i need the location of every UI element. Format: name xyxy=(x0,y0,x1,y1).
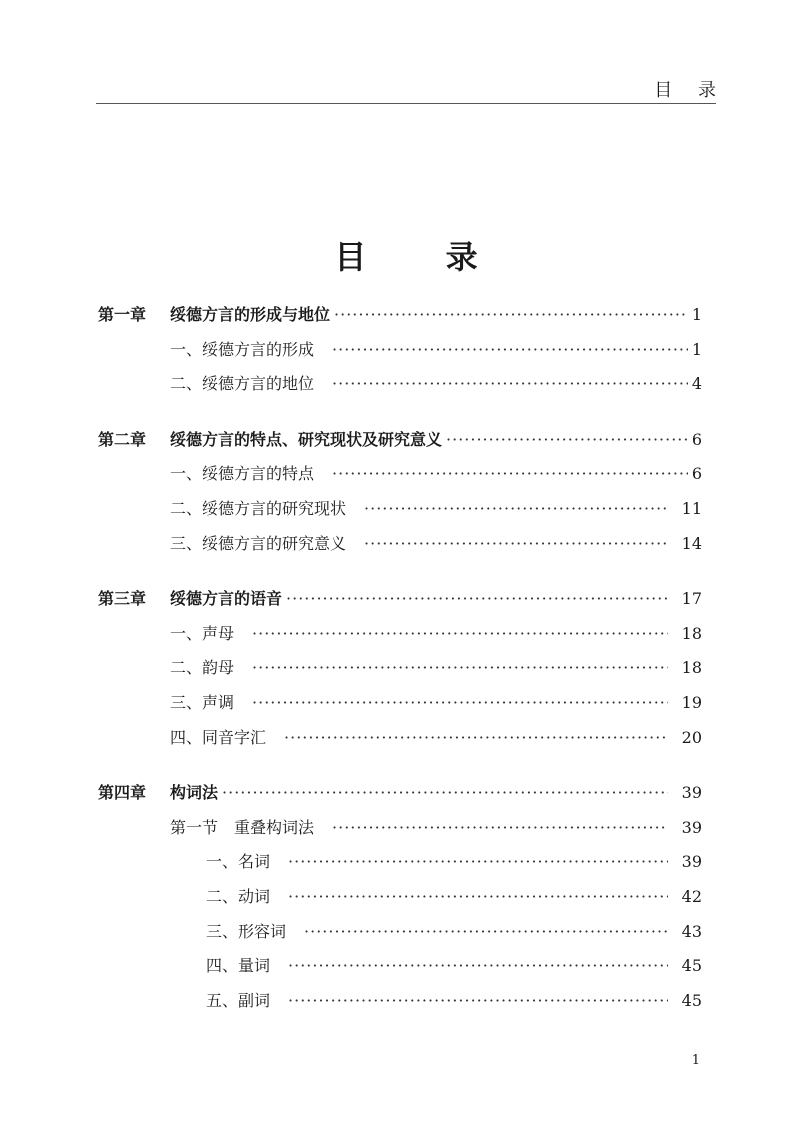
entry-title: 五、副词 xyxy=(206,990,271,1010)
toc-entry[interactable] xyxy=(98,880,702,915)
toc-chapter-1 xyxy=(98,298,702,402)
section-label: 第一节 xyxy=(170,817,219,837)
page-number: 45 xyxy=(681,990,702,1010)
page-number: 11 xyxy=(681,498,702,518)
chapter-label: 第三章 xyxy=(98,589,147,609)
entry-title: 一、绥德方言的特点 xyxy=(170,464,315,484)
entry-title: 三、形容词 xyxy=(206,921,287,941)
entry-title: 一、绥德方言的形成 xyxy=(170,339,315,359)
page-number: 18 xyxy=(681,623,702,643)
entry-title: 三、声调 xyxy=(170,692,235,712)
dot-leader xyxy=(286,582,668,617)
toc-entry[interactable] xyxy=(98,949,702,984)
toc-entry[interactable] xyxy=(98,721,702,756)
dot-leader xyxy=(446,423,688,458)
page-number: 6 xyxy=(691,464,702,484)
toc-chapter-entry[interactable] xyxy=(98,298,702,333)
toc-chapter-3 xyxy=(98,582,702,755)
toc-entry[interactable] xyxy=(98,686,702,721)
dot-leader xyxy=(252,651,668,686)
dot-leader xyxy=(288,845,668,880)
dot-leader xyxy=(334,298,688,333)
entry-title: 二、绥德方言的地位 xyxy=(170,374,315,394)
page-number: 6 xyxy=(691,429,702,449)
page-number: 39 xyxy=(681,852,702,872)
chapter-title: 绥德方言的形成与地位 xyxy=(170,305,331,324)
page-number: 45 xyxy=(681,956,702,976)
header-rule xyxy=(96,103,716,104)
page-number: 19 xyxy=(681,692,702,712)
page-folio: 1 xyxy=(691,1053,700,1068)
toc-title: 目 录 xyxy=(334,238,512,276)
toc-chapter-2 xyxy=(98,423,702,561)
page-number: 39 xyxy=(681,817,702,837)
toc-entry[interactable] xyxy=(98,845,702,880)
section-title: 重叠构词法 xyxy=(234,817,315,837)
dot-leader xyxy=(288,880,668,915)
dot-leader xyxy=(332,457,688,492)
toc-entry[interactable] xyxy=(98,457,702,492)
dot-leader xyxy=(284,721,668,756)
entry-title: 四、同音字汇 xyxy=(170,727,267,747)
page-number: 43 xyxy=(681,921,702,941)
dot-leader xyxy=(332,811,668,846)
page-number: 20 xyxy=(681,727,702,747)
toc-chapter-entry[interactable] xyxy=(98,423,702,458)
toc-chapter-entry[interactable] xyxy=(98,776,702,811)
toc-entry[interactable] xyxy=(98,984,702,1019)
page-number: 42 xyxy=(681,886,702,906)
dot-leader xyxy=(332,367,688,402)
dot-leader xyxy=(288,949,668,984)
chapter-title: 构词法 xyxy=(170,783,219,803)
chapter-label: 第二章 xyxy=(98,429,147,449)
toc-entry[interactable] xyxy=(98,527,702,562)
table-of-contents xyxy=(98,298,702,1039)
toc-entry[interactable] xyxy=(98,367,702,402)
dot-leader xyxy=(252,686,668,721)
entry-title: 二、动词 xyxy=(206,886,271,906)
page-number: 18 xyxy=(681,658,702,678)
chapter-label: 第四章 xyxy=(98,783,147,803)
dot-leader xyxy=(288,984,668,1019)
page-number: 17 xyxy=(681,589,702,609)
page-number: 39 xyxy=(681,783,702,803)
toc-entry[interactable] xyxy=(98,492,702,527)
entry-title: 二、绥德方言的研究现状 xyxy=(170,498,347,518)
dot-leader xyxy=(332,333,688,368)
page-number: 4 xyxy=(691,374,702,394)
toc-entry[interactable] xyxy=(98,617,702,652)
entry-title: 一、名词 xyxy=(206,852,271,872)
toc-chapter-entry[interactable] xyxy=(98,582,702,617)
entry-title: 四、量词 xyxy=(206,956,271,976)
chapter-label: 第一章 xyxy=(98,305,147,324)
toc-section-entry[interactable] xyxy=(98,811,702,846)
running-head: 目 录 xyxy=(654,80,726,101)
toc-chapter-4 xyxy=(98,776,702,1018)
dot-leader xyxy=(364,527,668,562)
page-number: 1 xyxy=(691,339,702,359)
dot-leader xyxy=(252,617,668,652)
entry-title: 三、绥德方言的研究意义 xyxy=(170,533,347,553)
toc-entry[interactable] xyxy=(98,651,702,686)
dot-leader xyxy=(304,915,668,950)
chapter-title: 绥德方言的语音 xyxy=(170,589,283,609)
entry-title: 一、声母 xyxy=(170,623,235,643)
dot-leader xyxy=(222,776,668,811)
chapter-title: 绥德方言的特点、研究现状及研究意义 xyxy=(170,429,443,449)
dot-leader xyxy=(364,492,668,527)
toc-entry[interactable] xyxy=(98,915,702,950)
page-number: 14 xyxy=(681,533,702,553)
toc-entry[interactable] xyxy=(98,333,702,368)
page-number: 1 xyxy=(691,305,702,324)
entry-title: 二、韵母 xyxy=(170,658,235,678)
